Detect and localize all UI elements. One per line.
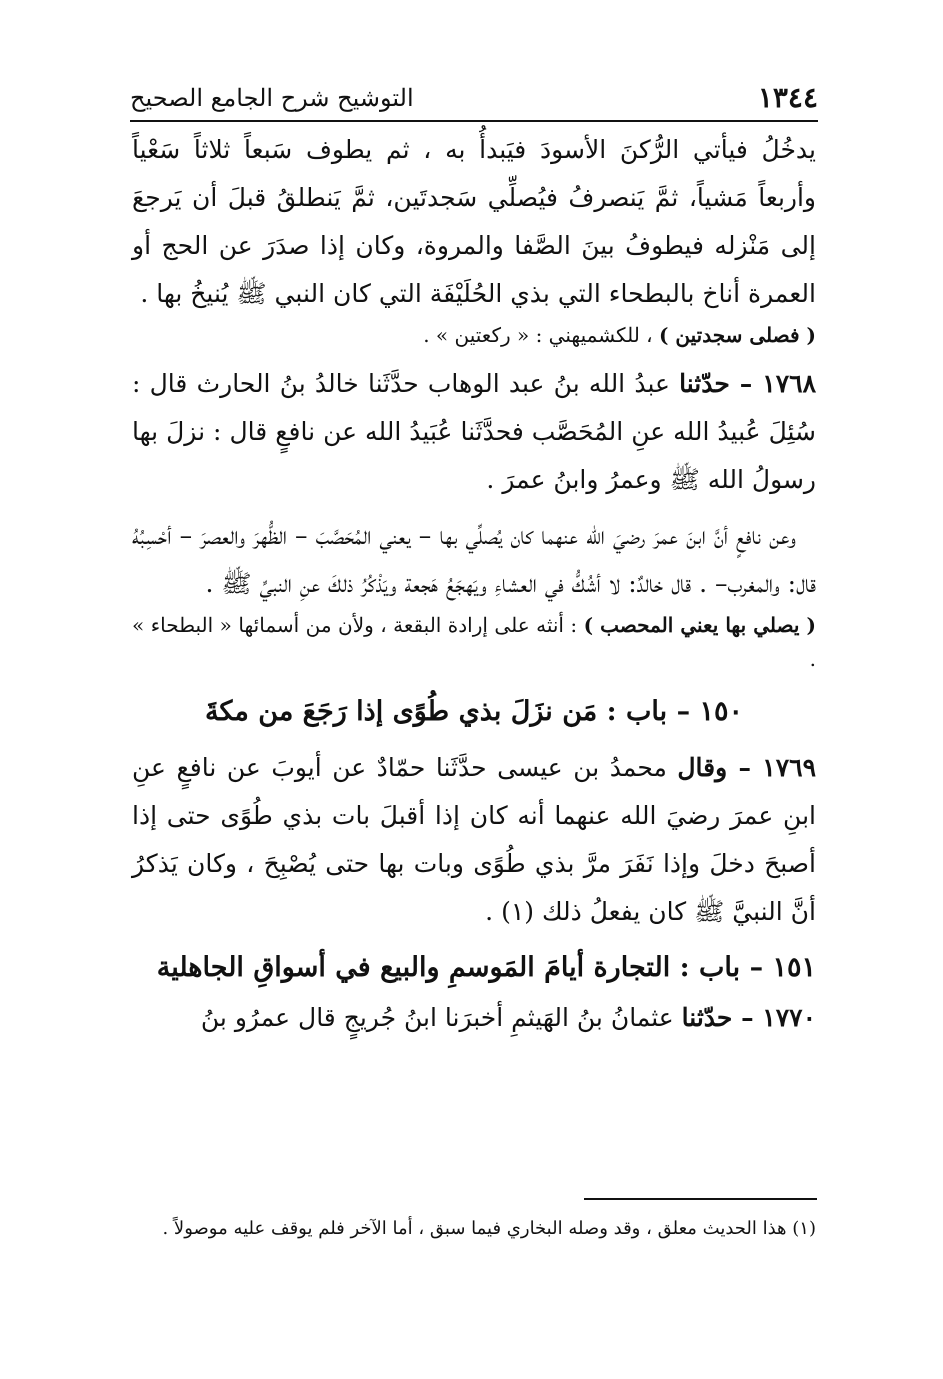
hadith-number: ١٧٦٨ – حدّثنا xyxy=(679,369,816,398)
hadith-1770 xyxy=(132,994,816,1042)
hadith-1769 xyxy=(132,744,816,936)
hadith-1768 xyxy=(132,360,816,504)
page-body xyxy=(132,126,816,1042)
commentary-note xyxy=(132,318,816,352)
hadith-text: محمدُ بن عيسى حدَّثَنا حمّادٌ عن أيوبَ عن نافعٍ عنِ ابنِ عمرَ رضيَ الله عنهما أنه كان إذا أقبلَ بات بذي طُوًى حتى إذا أصبحَ دخلَ وإذا نَفَرَ مرَّ بذي طُوًى وبات بها حتى يُصْبِحَ ، وكان يَذكرُ أنَّ النبيَّ ﷺ كان يفعلُ ذلك (١) . xyxy=(132,753,816,926)
hadith-text: عبدُ الله بنُ عبد الوهاب حدَّثَنا خالدُ بنُ الحارث قال : سُئِلَ عُبيدُ الله عنِ المُحَصَّب فحدَّثَنا عُبَيدُ الله عن نافعٍ قال : نزلَ بها رسولُ الله ﷺ وعمرُ وابنُ عمرَ . xyxy=(132,369,816,494)
footnote-divider xyxy=(584,1198,817,1200)
commentary-text: : أنثه على إرادة البقعة ، ولأن من أسمائها « البطحاء » . xyxy=(132,613,816,671)
hadith-text: عثمانُ بنُ الهَيثمِ أخبرَنا ابنُ جُريجٍ قال عمرُو بنُ xyxy=(200,1003,682,1032)
chapter-heading-150: ١٥٠ – باب : مَن نزَلَ بذي طُوًى إذا رَجَعَ من مكةَ xyxy=(205,696,743,727)
commentary-keyword: ( يصلي بها يعني المحصب ) xyxy=(583,613,816,637)
paragraph-continuation: يدخُلُ فيأتي الرُّكنَ الأسودَ فيَبدأُ به ، ثم يطوف سَبعاً ثلاثاً سَعْياً وأربعاً مَشياً، ثمَّ يَنصرفُ فيُصلِّي سَجدتَين، ثمَّ يَنطلقُ قبلَ أن يَرجعَ إلى مَنْزله فيطوفُ بينَ الصَّفا والمروة، وكان إذا صدَرَ عن الحج أو العمرة أناخ بالبطحاء التي بذي الحُلَيْفَة التي كان النبي ﷺ يُنيخُ بها . xyxy=(132,135,816,308)
running-title: التوشيح شرح الجامع الصحيح xyxy=(130,84,414,112)
spacer xyxy=(132,504,816,512)
chapter-heading-151: ١٥١ – باب : التجارة أيامَ المَوسمِ والبيع في أسواقِ الجاهلية xyxy=(156,952,816,983)
hadith-continuation: وعن نافعٍ أنَّ ابنَ عمرَ رضيَ الله عنهما كان يُصلِّي بها – يعني المُحَصَّبَ – الظُّهرَ والعصرَ – أحْسِبُهُ قال: والمغرب– . قال خالدٌ: لا أشُكُّ في العشاءِ ويَهجَعُ هَجعة ويَذْكُرُ ذلكَ عنِ النبيِّ ﷺ . xyxy=(132,521,816,598)
commentary-note xyxy=(132,608,816,676)
page-number: ١٣٤٤ xyxy=(757,81,818,114)
hadith-number: ١٧٧٠ – حدّثنا xyxy=(681,1003,816,1032)
commentary-text: ، للكشميهني : « ركعتين » . xyxy=(423,323,659,347)
page-header xyxy=(130,76,818,122)
footnote: (١) هذا الحديث معلق ، وقد وصله البخاري فيما سبق ، أما الآخر فلم يوقف عليه موصولاً . xyxy=(162,1218,816,1239)
commentary-keyword: ( فصلى سجدتين ) xyxy=(658,323,816,347)
hadith-number: ١٧٦٩ – وقال xyxy=(677,753,816,782)
